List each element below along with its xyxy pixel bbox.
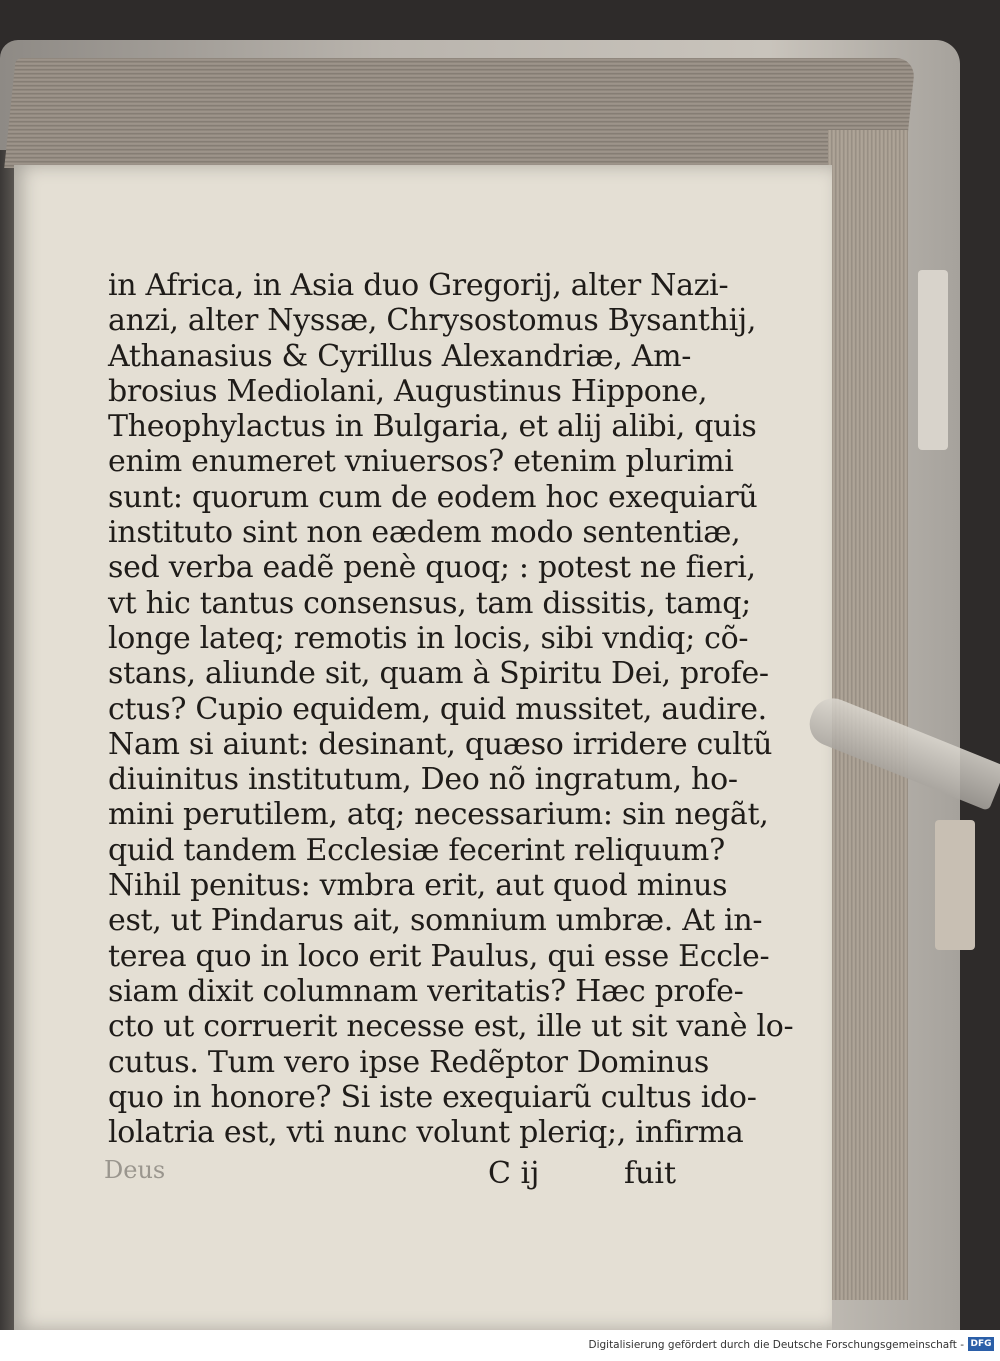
text-line: longe lateq; remotis in locis, sibi vndiq; cõ- <box>108 620 749 656</box>
page-stack-top-edge <box>4 58 916 168</box>
text-line: stans, aliunde sit, quam à Spiritu Dei, profe- <box>108 656 769 692</box>
text-line: est, ut Pindarus ait, somnium umbræ. At in- <box>108 903 763 939</box>
clasp-tab-upper <box>918 270 948 450</box>
text-line: enim enumeret vniuersos? etenim plurimi <box>108 444 734 480</box>
text-line: in Africa, in Asia duo Gregorij, alter Nazi- <box>108 268 729 303</box>
text-line: vt hic tantus consensus, tam dissitis, tamq; <box>108 585 751 621</box>
text-line: mini perutilem, atq; necessarium: sin negãt, <box>108 797 769 833</box>
credit-text: Digitalisierung gefördert durch die Deutsche Forschungsgemeinschaft - <box>588 1339 964 1351</box>
text-line: terea quo in loco erit Paulus, qui esse Eccle- <box>108 938 770 974</box>
clasp-tab-lower <box>935 820 975 950</box>
text-line: siam dixit columnam veritatis? Hæc profe- <box>108 973 744 1009</box>
text-line: cutus. Tum vero ipse Redẽptor Dominus <box>108 1044 710 1080</box>
text-line: anzi, alter Nyssæ, Chrysostomus Bysanthij, <box>108 303 757 339</box>
signature-mark: C ij <box>488 1156 540 1191</box>
text-line: ctus? Cupio equidem, quid mussitet, audire. <box>108 691 767 727</box>
text-line: Theophylactus in Bulgaria, et alij alibi, quis <box>108 409 757 445</box>
text-line: brosius Mediolani, Augustinus Hippone, <box>108 373 708 409</box>
catchword: fuit <box>624 1156 677 1191</box>
credit-bar <box>0 1330 1000 1361</box>
text-line: Nam si aiunt: desinant, quæso irridere cultũ <box>108 726 773 762</box>
dfg-logo: DFG <box>968 1337 994 1351</box>
text-line: instituto sint non eædem modo sententiæ, <box>108 515 741 551</box>
page-text-block <box>108 268 794 1151</box>
text-line: quid tandem Ecclesiæ fecerint reliquum? <box>108 832 725 868</box>
text-line: sed verba eadẽ penè quoq; : potest ne fieri, <box>108 550 756 586</box>
text-line: Athanasius & Cyrillus Alexandriæ, Am- <box>108 338 692 374</box>
text-line: Nihil penitus: vmbra erit, aut quod minus <box>108 868 728 904</box>
text-line: cto ut corruerit necesse est, ille ut sit vanè lo- <box>108 1009 794 1045</box>
page-footer <box>0 1156 1000 1196</box>
text-line: quo in honore? Si iste exequiarũ cultus ido- <box>108 1079 757 1115</box>
text-line: sunt: quorum cum de eodem hoc exequiarũ <box>108 479 758 515</box>
show-through-text: Deus <box>104 1156 166 1184</box>
text-line: lolatria est, vti nunc volunt pleriq;, infirma <box>108 1115 744 1151</box>
text-line: diuinitus institutum, Deo nõ ingratum, ho- <box>108 762 738 798</box>
